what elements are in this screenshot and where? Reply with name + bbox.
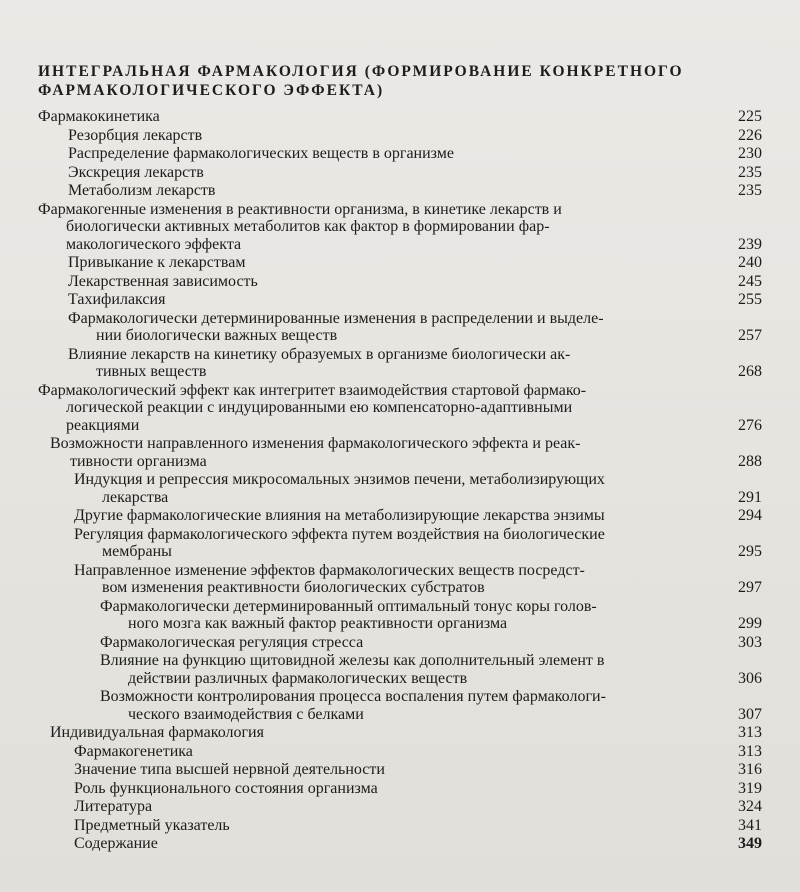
toc-entry-line: Влияние на функцию щитовидной железы как дополнительный элемент в <box>100 652 605 669</box>
toc-entry-line: Возможности контролирования процесса воспаления путем фармакологи- <box>100 688 606 705</box>
toc-entry-habituation <box>68 254 780 272</box>
toc-page-number: 235 <box>738 163 762 181</box>
toc-entry-line: ного мозга как важный фактор реактивности организма <box>128 615 508 632</box>
toc-entry-inflammation-control <box>100 688 780 723</box>
toc-entry-title: Метаболизм лекарств <box>68 182 216 199</box>
toc-entry-line: ческого взаимодействия с белками <box>128 705 364 723</box>
toc-page-number: 268 <box>738 363 762 380</box>
section-title-line-1: ИНТЕГРАЛЬНАЯ ФАРМАКОЛОГИЯ (ФОРМИРОВАНИЕ КОНКРЕТНОГО <box>38 63 684 80</box>
toc-entry-line: тивности организма <box>70 452 207 470</box>
toc-page-number: 341 <box>738 816 762 834</box>
toc-entry-pharmacological-effect <box>38 382 780 435</box>
toc-entry-line: тивных веществ <box>96 363 207 380</box>
toc-entry-line: вом изменения реактивности биологических субстратов <box>102 579 485 596</box>
toc-entry-title: Роль функционального состояния организма <box>74 779 378 797</box>
toc-entry-tachyphylaxis <box>68 291 780 309</box>
toc-entry-title: Значение типа высшей нервной деятельности <box>74 761 385 778</box>
toc-entry-line: лекарства <box>102 488 169 506</box>
toc-page-number: 288 <box>738 452 762 470</box>
toc-entry-title: Литература <box>74 798 153 815</box>
toc-page-number: 235 <box>738 182 762 199</box>
toc-entry-title: Резорбция лекарств <box>68 126 203 144</box>
toc-entry-line: Регуляция фармакологического эффекта путем воздействия на биологические <box>74 525 605 543</box>
toc-entry-title: Предметный указатель <box>74 816 230 834</box>
table-of-contents <box>0 108 800 854</box>
toc-entry-stress-regulation <box>100 634 780 652</box>
toc-entry-line: Фармакологический эффект как интегритет взаимодействия стартовой фармако- <box>38 381 587 399</box>
toc-entry-title <box>100 652 780 687</box>
toc-entry-title: Привыкание к лекарствам <box>68 254 246 271</box>
toc-entry-line: логической реакции с индуцированными ею компенсаторно-адаптивными <box>66 399 573 416</box>
section-title <box>38 62 758 100</box>
toc-entry-title: Другие фармакологические влияния на метаболизирующие лекарства энзимы <box>74 507 605 524</box>
toc-page-number: 306 <box>738 669 762 687</box>
toc-entry-subject-index <box>74 817 780 835</box>
section-title-line-2: ФАРМАКОЛОГИЧЕСКОГО ЭФФЕКТА) <box>38 82 385 99</box>
toc-page-number: 316 <box>738 761 762 778</box>
toc-entry-contents <box>74 835 780 853</box>
toc-entry-title <box>68 346 780 381</box>
toc-page-number: 240 <box>738 254 762 271</box>
toc-page-number: 295 <box>738 543 762 560</box>
toc-entry-metabolism <box>68 182 780 200</box>
toc-entry-pharmacokinetics <box>38 108 780 126</box>
toc-entry-line: биологически активных метаболитов как фактор в формировании фар- <box>66 218 550 235</box>
toc-entry-drug-influence-kinetics <box>68 346 780 381</box>
toc-entry-line: Фармакогенные изменения в реактивности организма, в кинетике лекарств и <box>38 200 562 218</box>
toc-entry-title: Экскреция лекарств <box>68 163 204 181</box>
toc-page-number: 255 <box>738 291 762 308</box>
toc-entry-functional-state <box>74 780 780 798</box>
toc-entry-line: Направленное изменение эффектов фармакологических веществ посредст- <box>74 561 585 579</box>
toc-entry-directed-effects <box>74 562 780 597</box>
toc-entry-nervous-activity <box>74 761 780 779</box>
toc-entry-line: Влияние лекарств на кинетику образуемых в организме биологически ак- <box>68 345 571 363</box>
toc-page-number: 245 <box>738 272 762 290</box>
toc-entry-line: реакциями <box>66 416 140 434</box>
toc-page-number: 297 <box>738 579 762 596</box>
toc-entry-line: Фармакологически детерминированные изменения в распределении и выделе- <box>68 309 604 327</box>
toc-entry-title: Фармакогенетика <box>74 742 193 760</box>
toc-entry-title <box>74 526 780 561</box>
toc-entry-directed-change <box>50 435 780 470</box>
toc-page-number: 303 <box>738 633 762 651</box>
toc-entry-title <box>50 435 780 470</box>
toc-entry-literature <box>74 798 780 816</box>
toc-entry-title <box>38 382 780 435</box>
toc-page-number: 239 <box>738 235 762 253</box>
toc-entry-membrane-regulation <box>74 526 780 561</box>
toc-entry-determined-changes <box>68 310 780 345</box>
toc-entry-induction-repression <box>74 471 780 506</box>
toc-entry-title: Тахифилаксия <box>68 291 166 308</box>
toc-page-number: 324 <box>738 798 762 815</box>
toc-entry-excretion <box>68 164 780 182</box>
toc-entry-title: Фармакологическая регуляция стресса <box>100 633 364 651</box>
toc-entry-line: нии биологически важных веществ <box>96 327 338 344</box>
toc-entry-line: макологического эффекта <box>66 235 242 253</box>
toc-page-number: 225 <box>738 108 762 125</box>
toc-entry-title <box>100 598 780 633</box>
toc-entry-pharmacogenic-changes <box>38 201 780 254</box>
toc-entry-line: Индукция и репрессия микросомальных энзимов печени, метаболизирующих <box>74 471 605 488</box>
toc-entry-title: Содержание <box>74 835 158 852</box>
toc-page-number: 313 <box>738 742 762 760</box>
toc-page-number: 226 <box>738 126 762 144</box>
toc-page-number: 307 <box>738 705 762 723</box>
toc-page-number: 291 <box>738 488 762 506</box>
toc-entry-title: Индивидуальная фармакология <box>50 724 264 741</box>
toc-entry-pharmacogenetics <box>74 743 780 761</box>
toc-page-number: 299 <box>738 615 762 632</box>
toc-entry-line: действии различных фармакологических веществ <box>128 669 468 687</box>
toc-entry-line: мембраны <box>102 543 172 560</box>
toc-entry-title: Фармакокинетика <box>38 108 160 125</box>
toc-entry-distribution <box>68 145 780 163</box>
toc-entry-title <box>74 562 780 597</box>
toc-entry-title <box>74 471 780 506</box>
toc-entry-title <box>100 688 780 723</box>
toc-page-number: 276 <box>738 416 762 434</box>
toc-entry-title <box>38 201 780 254</box>
toc-page-number: 319 <box>738 779 762 797</box>
toc-page-number: 349 <box>738 835 762 852</box>
toc-page-number: 257 <box>738 327 762 344</box>
toc-page-number: 294 <box>738 507 762 524</box>
toc-entry-resorption <box>68 127 780 145</box>
toc-entry-title: Распределение фармакологических веществ в организме <box>68 145 454 162</box>
toc-entry-drug-dependence <box>68 273 780 291</box>
toc-entry-title <box>68 310 780 345</box>
toc-entry-title: Лекарственная зависимость <box>68 272 258 290</box>
toc-entry-individual-pharmacology <box>50 724 780 742</box>
toc-entry-thyroid-influence <box>100 652 780 687</box>
toc-page-number: 230 <box>738 145 762 162</box>
toc-page-number: 313 <box>738 724 762 741</box>
toc-entry-other-influences <box>74 507 780 525</box>
toc-entry-line: Фармакологически детерминированный оптимальный тонус коры голов- <box>100 597 597 615</box>
toc-entry-line: Возможности направленного изменения фармакологического эффекта и реак- <box>50 435 581 452</box>
toc-entry-cortex-tone <box>100 598 780 633</box>
